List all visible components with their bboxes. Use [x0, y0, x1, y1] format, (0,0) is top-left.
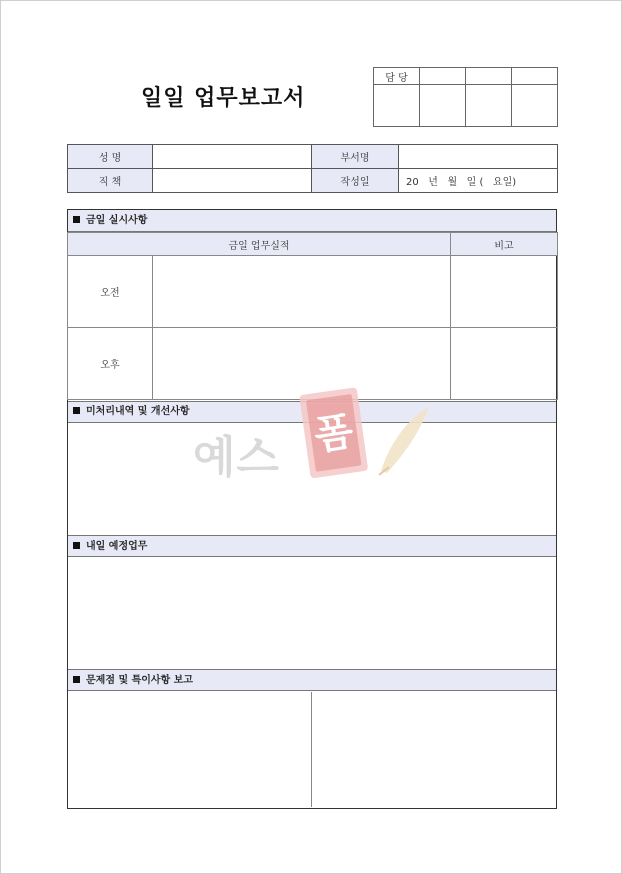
date-field[interactable]: 20 년 월 일 ( 요일) [399, 169, 558, 193]
document-title: 일일 업무보고서 [141, 86, 306, 111]
section-header-issues [68, 669, 556, 691]
position-label: 직 책 [68, 169, 153, 193]
work-results-header: 금일 업무실적 [68, 233, 451, 256]
approval-header-cell [420, 68, 466, 85]
approval-header-cell [466, 68, 512, 85]
position-field[interactable] [153, 169, 312, 193]
issues-content-left[interactable] [68, 692, 311, 807]
tomorrow-content-area[interactable] [68, 558, 556, 669]
name-label: 성 명 [68, 145, 153, 169]
section-title: 내일 예정업무 [86, 541, 148, 552]
issues-content-right[interactable] [312, 692, 556, 807]
approval-header-cell [512, 68, 558, 85]
info-table [67, 144, 558, 193]
morning-work-cell[interactable] [153, 256, 451, 328]
watermark-badge-icon [193, 385, 443, 495]
report-body [67, 209, 557, 809]
afternoon-label: 오후 [68, 328, 153, 400]
approval-label: 담 당 [374, 68, 420, 85]
today-work-table [67, 232, 558, 400]
approval-sign-cell[interactable] [466, 85, 512, 127]
morning-note-cell[interactable] [451, 256, 558, 328]
morning-label: 오전 [68, 256, 153, 328]
square-bullet-icon [73, 407, 80, 414]
section-title: 문제점 및 특이사항 보고 [86, 675, 194, 686]
square-bullet-icon [73, 542, 80, 549]
approval-sign-cell[interactable] [512, 85, 558, 127]
watermark-text: 예스 [193, 432, 281, 483]
afternoon-note-cell[interactable] [451, 328, 558, 400]
watermark-logo [193, 385, 443, 495]
square-bullet-icon [73, 216, 80, 223]
section-title: 미처리내역 및 개선사항 [86, 406, 190, 417]
approval-sign-cell[interactable] [374, 85, 420, 127]
department-field[interactable] [399, 145, 558, 169]
approval-sign-cell[interactable] [420, 85, 466, 127]
square-bullet-icon [73, 676, 80, 683]
section-header-tomorrow [68, 535, 556, 557]
section-header-today [68, 210, 556, 232]
approval-box [373, 67, 558, 127]
section-title: 금일 실시사항 [86, 215, 148, 226]
date-label: 작성일 [312, 169, 399, 193]
department-label: 부서명 [312, 145, 399, 169]
watermark-badge-text: 폼 [311, 408, 357, 460]
note-header: 비고 [451, 233, 558, 256]
name-field[interactable] [153, 145, 312, 169]
